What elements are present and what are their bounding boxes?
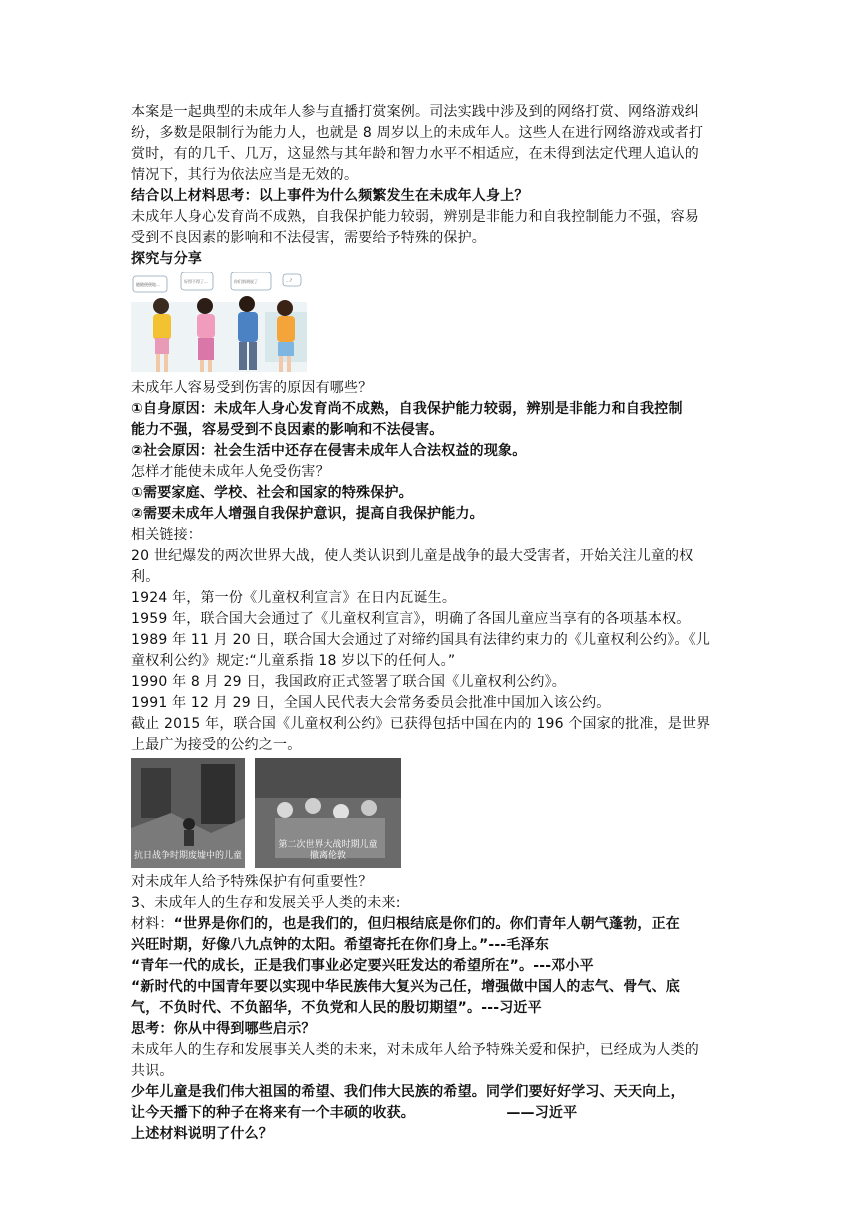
children-discussion-illustration (131, 272, 307, 376)
text-line: 上最广为接受的公约之一。 (131, 737, 302, 753)
text-line: 赏时，有的几千、几万，这显然与其年龄和智力水平不相适应，在未得到法定代理人追认的 (131, 146, 699, 162)
text-line: 截止 2015 年，联合国《儿童权利公约》已获得包括中国在内的 196 个国家的批准，是世界 (131, 716, 711, 732)
text-line: 情况下，其行为依法应当是无效的。 (131, 167, 359, 183)
quote-line: “新时代的中国青年要以实现中华民族伟大复兴为己任，增强做中国人的志气、骨气、底 (131, 979, 680, 995)
answer-line: ②社会原因：社会生活中还存在侵害未成年人合法权益的现象。 (131, 443, 527, 459)
quote-line: 气，不负时代、不负韶华，不负党和人民的殷切期望”。---习近平 (131, 1000, 542, 1016)
document-body (131, 102, 731, 1145)
bubble-text: 你们别胡说了 (234, 279, 258, 284)
photo-row (131, 758, 731, 868)
text-line: 3、未成年人的生存和发展关乎人类的未来: (131, 895, 401, 911)
quote-line: 让今天播下的种子在将来有一个丰硕的收获。 ——习近平 (131, 1105, 578, 1121)
text-line: 纷，多数是限制行为能力人，也就是 8 周岁以上的未成年人。这些人在进行网络游戏或者打 (131, 125, 704, 141)
text-line: 未成年人身心发育尚不成熟，自我保护能力较弱，辨别是非能力和自我控制能力不强，容易 (131, 209, 699, 225)
text-line: 1924 年，第一份《儿童权利宣言》在日内瓦诞生。 (131, 590, 457, 606)
text-line: 童权利公约》规定:“儿童系指 18 岁以下的任何人。” (131, 653, 456, 669)
quote-text: “世界是你们的，也是我们的，但归根结底是你们的。你们青年人朝气蓬勃，正在 (173, 916, 681, 932)
question-line: 未成年人容易受到伤害的原因有哪些？ (131, 380, 373, 396)
answer-line: ②需要未成年人增强自我保护意识，提高自我保护能力。 (131, 506, 484, 522)
text-line: 1991 年 12 月 29 日，全国人民代表大会常务委员会批准中国加入该公约。 (131, 695, 611, 711)
answer-line: 能力不强，容易受到不良因素的影响和不法侵害。 (131, 422, 444, 438)
photo-caption (255, 840, 401, 862)
photo-caption: 抗日战争时期废墟中的儿童 (133, 851, 242, 861)
answer-line: ①需要家庭、学校、社会和国家的特殊保护。 (131, 485, 413, 501)
material-label: 材料： (131, 916, 174, 932)
question-line: 对未成年人给予特殊保护有何重要性？ (131, 874, 373, 890)
related-links-heading: 相关链接： (131, 527, 202, 543)
text-line: 本案是一起典型的未成年人参与直播打赏案例。司法实践中涉及到的网络打赏、网络游戏纠 (131, 104, 699, 120)
text-line: 受到不良因素的影响和不法侵害，需要给予特殊的保护。 (131, 230, 486, 246)
bubble-text: 好得不得了... (184, 279, 208, 284)
text-line: 1959 年，联合国大会通过了《儿童权利宣言》，明确了各国儿童应当享有的各项基本权。 (131, 611, 691, 627)
caption-line: 第二次世界大战时期儿童 (278, 840, 378, 850)
text-line: 1990 年 8 月 29 日，我国政府正式签署了联合国《儿童权利公约》。 (131, 674, 566, 690)
evacuation-photo (255, 758, 401, 868)
text-line: 利。 (131, 569, 160, 585)
cartoon-illustration (131, 272, 307, 376)
text-line: 20 世纪爆发的两次世界大战，使人类认识到儿童是战争的最大受害者，开始关注儿童的权 (131, 548, 694, 564)
bubble-text: 随随便便地... (136, 282, 160, 287)
bubble-text: ...? (286, 278, 292, 283)
quote-line: “青年一代的成长，正是我们事业必定要兴旺发达的希望所在”。---邓小平 (131, 958, 594, 974)
text-line: 1989 年 11 月 20 日，联合国大会通过了对缔约国具有法律约束力的《儿童权利公约》。《儿 (131, 632, 711, 648)
quote-line: 少年儿童是我们伟大祖国的希望、我们伟大民族的希望。同学们要好好学习、天天向上， (131, 1084, 685, 1100)
text-line: 未成年人的生存和发展事关人类的未来，对未成年人给予特殊关爱和保护，已经成为人类的 (131, 1042, 699, 1058)
question-heading: 结合以上材料思考：以上事件为什么频繁发生在未成年人身上？ (131, 188, 529, 204)
caption-line: 撤离伦敦 (309, 851, 346, 861)
section-heading: 探究与分享 (131, 251, 202, 267)
answer-line: ①自身原因：未成年人身心发育尚不成熟，自我保护能力较弱，辨别是非能力和自我控制 (131, 401, 683, 417)
question-heading: 思考：你从中得到哪些启示？ (131, 1021, 316, 1037)
war-ruins-photo (131, 758, 245, 868)
question-heading: 上述材料说明了什么？ (131, 1126, 273, 1142)
question-line: 怎样才能使未成年人免受伤害？ (131, 464, 330, 480)
text-line: 共识。 (131, 1063, 174, 1079)
quote-line: 兴旺时期，好像八九点钟的太阳。希望寄托在你们身上。”---毛泽东 (131, 937, 550, 953)
quote-line (131, 914, 731, 935)
